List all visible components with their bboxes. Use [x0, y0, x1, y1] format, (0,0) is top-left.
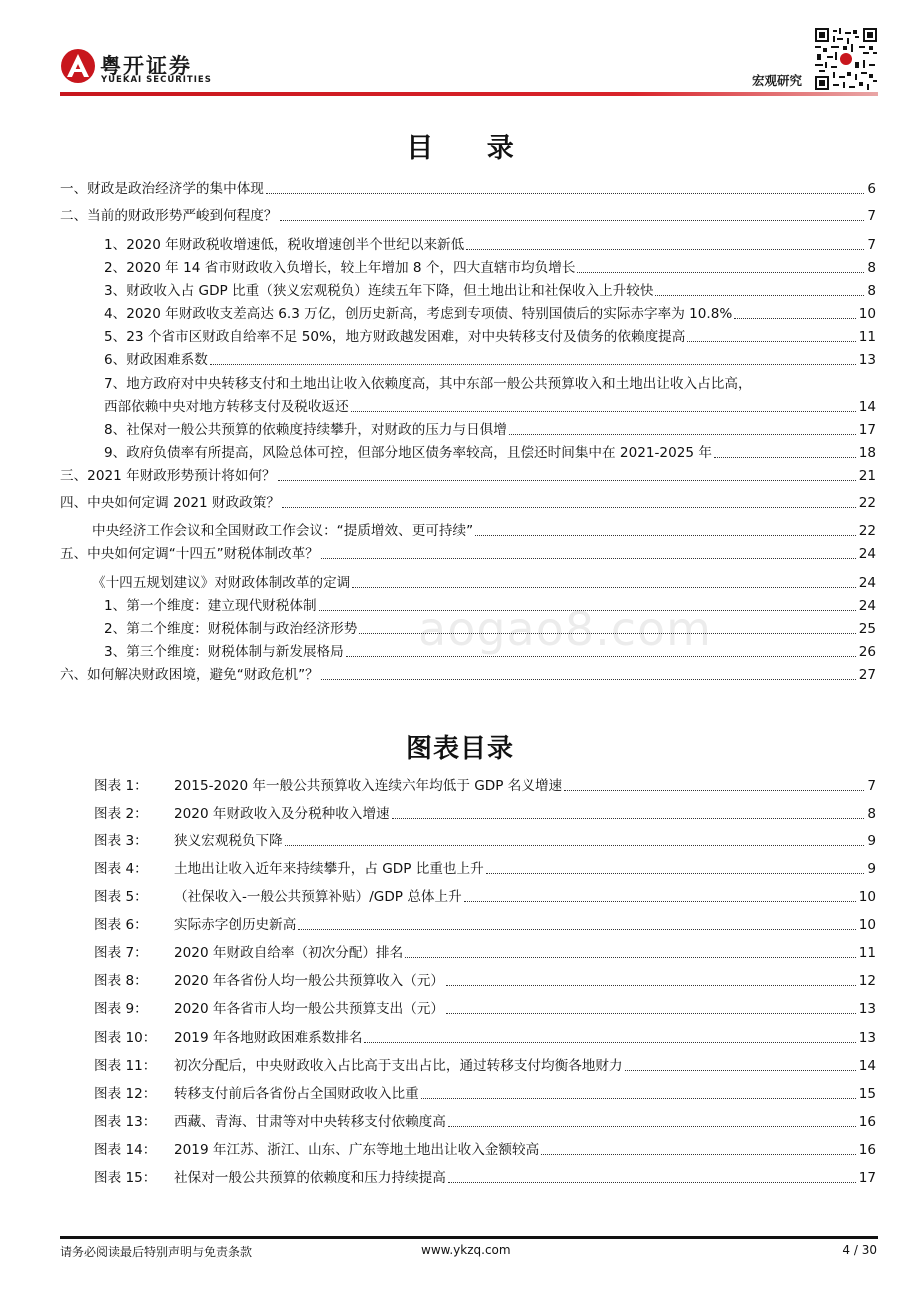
- figure-label: 图表 3：: [94, 833, 148, 849]
- figure-entry[interactable]: [94, 805, 876, 823]
- dot-leader: [714, 457, 856, 458]
- toc-entry[interactable]: 3、第三个维度：财税体制与新发展格局 26: [104, 644, 876, 660]
- figure-label: 图表 2：: [94, 806, 148, 822]
- dot-leader: [577, 272, 864, 273]
- footer-website-link[interactable]: www.ykzq.com: [421, 1243, 511, 1257]
- dot-leader: [346, 656, 856, 657]
- figure-label: 图表 5：: [94, 889, 148, 905]
- toc-entry[interactable]: 三、2021 年财政形势预计将如何？ 21: [60, 468, 876, 484]
- figure-caption: 2020 年各省市人均一般公共预算支出（元）: [174, 1001, 445, 1017]
- toc-entry[interactable]: 2、2020 年 14 省市财政收入负增长，较上年增加 8 个，四大直辖市均负增长 8: [104, 260, 876, 276]
- footer-divider: [60, 1236, 878, 1239]
- dot-leader: [321, 558, 856, 559]
- figure-label: 图表 12：: [94, 1086, 157, 1102]
- dot-leader: [448, 1182, 856, 1183]
- figure-caption: 实际赤字创历史新高: [174, 917, 297, 933]
- dot-leader: [321, 679, 856, 680]
- yuekai-logo-icon: [60, 48, 96, 84]
- qr-code-icon: [815, 28, 877, 90]
- figure-caption: 转移支付前后各省份占全国财政收入比重: [174, 1086, 419, 1102]
- header-divider: [60, 92, 878, 96]
- toc-page-number: 13: [858, 352, 876, 368]
- figure-label: 图表 14：: [94, 1142, 157, 1158]
- dot-leader: [266, 193, 864, 194]
- dot-leader: [734, 318, 855, 319]
- dot-leader: [280, 220, 865, 221]
- toc-entry[interactable]: 6、财政困难系数 13: [104, 352, 876, 368]
- dot-leader: [446, 985, 856, 986]
- toc-page-number: 18: [858, 445, 876, 461]
- figure-page-number: 7: [867, 778, 876, 794]
- figure-page-number: 16: [858, 1142, 876, 1158]
- figure-page-number: 13: [858, 1001, 876, 1017]
- figure-label: 图表 15：: [94, 1170, 157, 1186]
- toc-entry-wrapped-line[interactable]: 7、地方政府对中央转移支付和土地出让收入依赖度高，其中东部一般公共预算收入和土地出让收入占比高，: [104, 376, 752, 392]
- figure-entry[interactable]: [94, 972, 876, 990]
- toc-page-number: 10: [858, 306, 876, 322]
- toc-entry[interactable]: 2、第二个维度：财税体制与政治经济形势 25: [104, 621, 876, 637]
- toc-page-number: 7: [867, 237, 876, 253]
- figure-entry[interactable]: [94, 1000, 876, 1018]
- figure-caption: 2020 年财政收入及分税种收入增速: [174, 806, 390, 822]
- figure-page-number: 16: [858, 1114, 876, 1130]
- toc-page-number: 24: [858, 575, 876, 591]
- figure-entry[interactable]: [94, 832, 876, 850]
- figure-label: 图表 8：: [94, 973, 148, 989]
- toc-entry[interactable]: 5、23 个省市区财政自给率不足 50%，地方财政越发困难，对中央转移支付及债务的依赖度提高 11: [104, 329, 876, 345]
- dot-leader: [278, 480, 856, 481]
- toc-page-number: 25: [858, 621, 876, 637]
- dot-leader: [475, 535, 856, 536]
- toc-entry[interactable]: 8、社保对一般公共预算的依赖度持续攀升，对财政的压力与日俱增 17: [104, 422, 876, 438]
- figure-caption: 初次分配后，中央财政收入占比高于支出占比，通过转移支付均衡各地财力: [174, 1058, 623, 1074]
- figure-page-number: 17: [858, 1170, 876, 1186]
- figure-entry[interactable]: [94, 1141, 876, 1159]
- dot-leader: [464, 901, 856, 902]
- toc-entry[interactable]: 一、财政是政治经济学的集中体现 6: [60, 181, 876, 197]
- brand-name-cn: 粤开证券: [100, 54, 192, 78]
- dot-leader: [298, 929, 855, 930]
- toc-entry[interactable]: 9、政府负债率有所提高，风险总体可控，但部分地区债务率较高，且偿还时间集中在 2021-2025 年 18: [104, 445, 876, 461]
- dot-leader: [486, 873, 865, 874]
- toc-page-number: 21: [858, 468, 876, 484]
- figure-entry[interactable]: [94, 1085, 876, 1103]
- company-logo: [60, 48, 260, 88]
- toc-entry[interactable]: 4、2020 年财政收支差高达 6.3 万亿，创历史新高，考虑到专项债、特别国债后的实际赤字率为 10.8% 10: [104, 306, 876, 322]
- toc-page-number: 27: [858, 667, 876, 683]
- toc-page-number: 14: [858, 399, 876, 415]
- toc-page-number: 8: [867, 283, 876, 299]
- figure-page-number: 11: [858, 945, 876, 961]
- toc-page-number: 24: [858, 598, 876, 614]
- figure-label: 图表 6：: [94, 917, 148, 933]
- figure-caption: 社保对一般公共预算的依赖度和压力持续提高: [174, 1170, 446, 1186]
- figure-page-number: 14: [858, 1058, 876, 1074]
- toc-title: 目 录: [406, 133, 536, 164]
- dot-leader: [564, 790, 864, 791]
- figure-caption: 2015-2020 年一般公共预算收入连续六年均低于 GDP 名义增速: [174, 778, 563, 794]
- figure-label: 图表 1：: [94, 778, 148, 794]
- dot-leader: [687, 341, 855, 342]
- dot-leader: [352, 587, 855, 588]
- figure-caption: 狭义宏观税负下降: [174, 833, 283, 849]
- dot-leader: [364, 1042, 855, 1043]
- toc-page-number: 22: [858, 523, 876, 539]
- figure-page-number: 15: [858, 1086, 876, 1102]
- figure-label: 图表 11：: [94, 1058, 157, 1074]
- figure-caption: 2020 年各省份人均一般公共预算收入（元）: [174, 973, 445, 989]
- dot-leader: [405, 957, 855, 958]
- toc-page-number: 24: [858, 546, 876, 562]
- dot-leader: [351, 411, 856, 412]
- dot-leader: [392, 818, 865, 819]
- figures-title: 图表目录: [405, 734, 514, 764]
- figure-entry[interactable]: [94, 1057, 876, 1075]
- figure-caption: 2019 年江苏、浙江、山东、广东等地土地出让收入金额较高: [174, 1142, 540, 1158]
- figure-label: 图表 7：: [94, 945, 148, 961]
- toc-entry[interactable]: 五、中央如何定调“十四五”财税体制改革？ 24: [60, 546, 876, 562]
- figure-entry[interactable]: [94, 777, 876, 795]
- figure-label: 图表 13：: [94, 1114, 157, 1130]
- dot-leader: [509, 434, 856, 435]
- figure-label: 图表 9：: [94, 1001, 148, 1017]
- watermark: aogao8.com: [418, 602, 712, 656]
- dot-leader: [448, 1126, 856, 1127]
- footer-page-indicator: 4 / 30: [842, 1243, 877, 1257]
- figure-page-number: 9: [867, 833, 876, 849]
- figure-caption: 2020 年财政自给率（初次分配）排名: [174, 945, 404, 961]
- toc-page-number: 7: [867, 208, 876, 224]
- toc-entry[interactable]: 1、第一个维度：建立现代财税体制 24: [104, 598, 876, 614]
- figure-caption: 2019 年各地财政困难系数排名: [174, 1030, 363, 1046]
- toc-page-number: 17: [858, 422, 876, 438]
- toc-page-number: 6: [867, 181, 876, 197]
- figure-page-number: 10: [858, 889, 876, 905]
- toc-entry[interactable]: 西部依赖中央对地方转移支付及税收返还 14: [104, 399, 876, 415]
- dot-leader: [625, 1070, 856, 1071]
- toc-page-number: 8: [867, 260, 876, 276]
- toc-entry[interactable]: 《十四五规划建议》对财政体制改革的定调 24: [92, 575, 876, 591]
- figure-page-number: 8: [867, 806, 876, 822]
- figure-entry[interactable]: [94, 860, 876, 878]
- figure-entry[interactable]: [94, 916, 876, 934]
- figure-entry[interactable]: [94, 944, 876, 962]
- dot-leader: [285, 845, 865, 846]
- toc-entry[interactable]: 1、2020 年财政税收增速低，税收增速创半个世纪以来新低 7: [104, 237, 876, 253]
- figure-page-number: 13: [858, 1030, 876, 1046]
- figure-caption: （社保收入-一般公共预算补贴）/GDP 总体上升: [174, 889, 462, 905]
- figure-label: 图表 10：: [94, 1030, 157, 1046]
- toc-entry[interactable]: 二、当前的财政形势严峻到何程度？ 7: [60, 208, 876, 224]
- brand-name-en: YUEKAI SECURITIES: [101, 75, 212, 85]
- dot-leader: [210, 364, 856, 365]
- toc-entry[interactable]: 六、如何解决财政困境，避免“财政危机”？ 27: [60, 667, 876, 683]
- figure-caption: 西藏、青海、甘肃等对中央转移支付依赖度高: [174, 1114, 446, 1130]
- toc-entry[interactable]: 中央经济工作会议和全国财政工作会议：“提质增效、更可持续” 22: [92, 523, 876, 539]
- dot-leader: [282, 507, 856, 508]
- figure-entry[interactable]: [94, 1029, 876, 1047]
- figure-entry[interactable]: [94, 1169, 876, 1187]
- toc-page-number: 11: [858, 329, 876, 345]
- footer-disclaimer: 请务必阅读最后特别声明与免责条款: [60, 1245, 253, 1259]
- toc-page-number: 22: [858, 495, 876, 511]
- dot-leader: [446, 1013, 856, 1014]
- dot-leader: [655, 295, 864, 296]
- dot-leader: [466, 249, 864, 250]
- toc-page-number: 26: [858, 644, 876, 660]
- figure-caption: 土地出让收入近年来持续攀升，占 GDP 比重也上升: [174, 861, 484, 877]
- figure-page-number: 9: [867, 861, 876, 877]
- dot-leader: [421, 1098, 856, 1099]
- toc-entry[interactable]: 3、财政收入占 GDP 比重（狭义宏观税负）连续五年下降，但土地出让和社保收入上升较快 8: [104, 283, 876, 299]
- figure-entry[interactable]: [94, 888, 876, 906]
- report-type-label: 宏观研究: [752, 73, 803, 88]
- figure-label: 图表 4：: [94, 861, 148, 877]
- dot-leader: [541, 1154, 856, 1155]
- figure-entry[interactable]: [94, 1113, 876, 1131]
- figure-page-number: 12: [858, 973, 876, 989]
- toc-entry[interactable]: 四、中央如何定调 2021 财政政策？ 22: [60, 495, 876, 511]
- figure-page-number: 10: [858, 917, 876, 933]
